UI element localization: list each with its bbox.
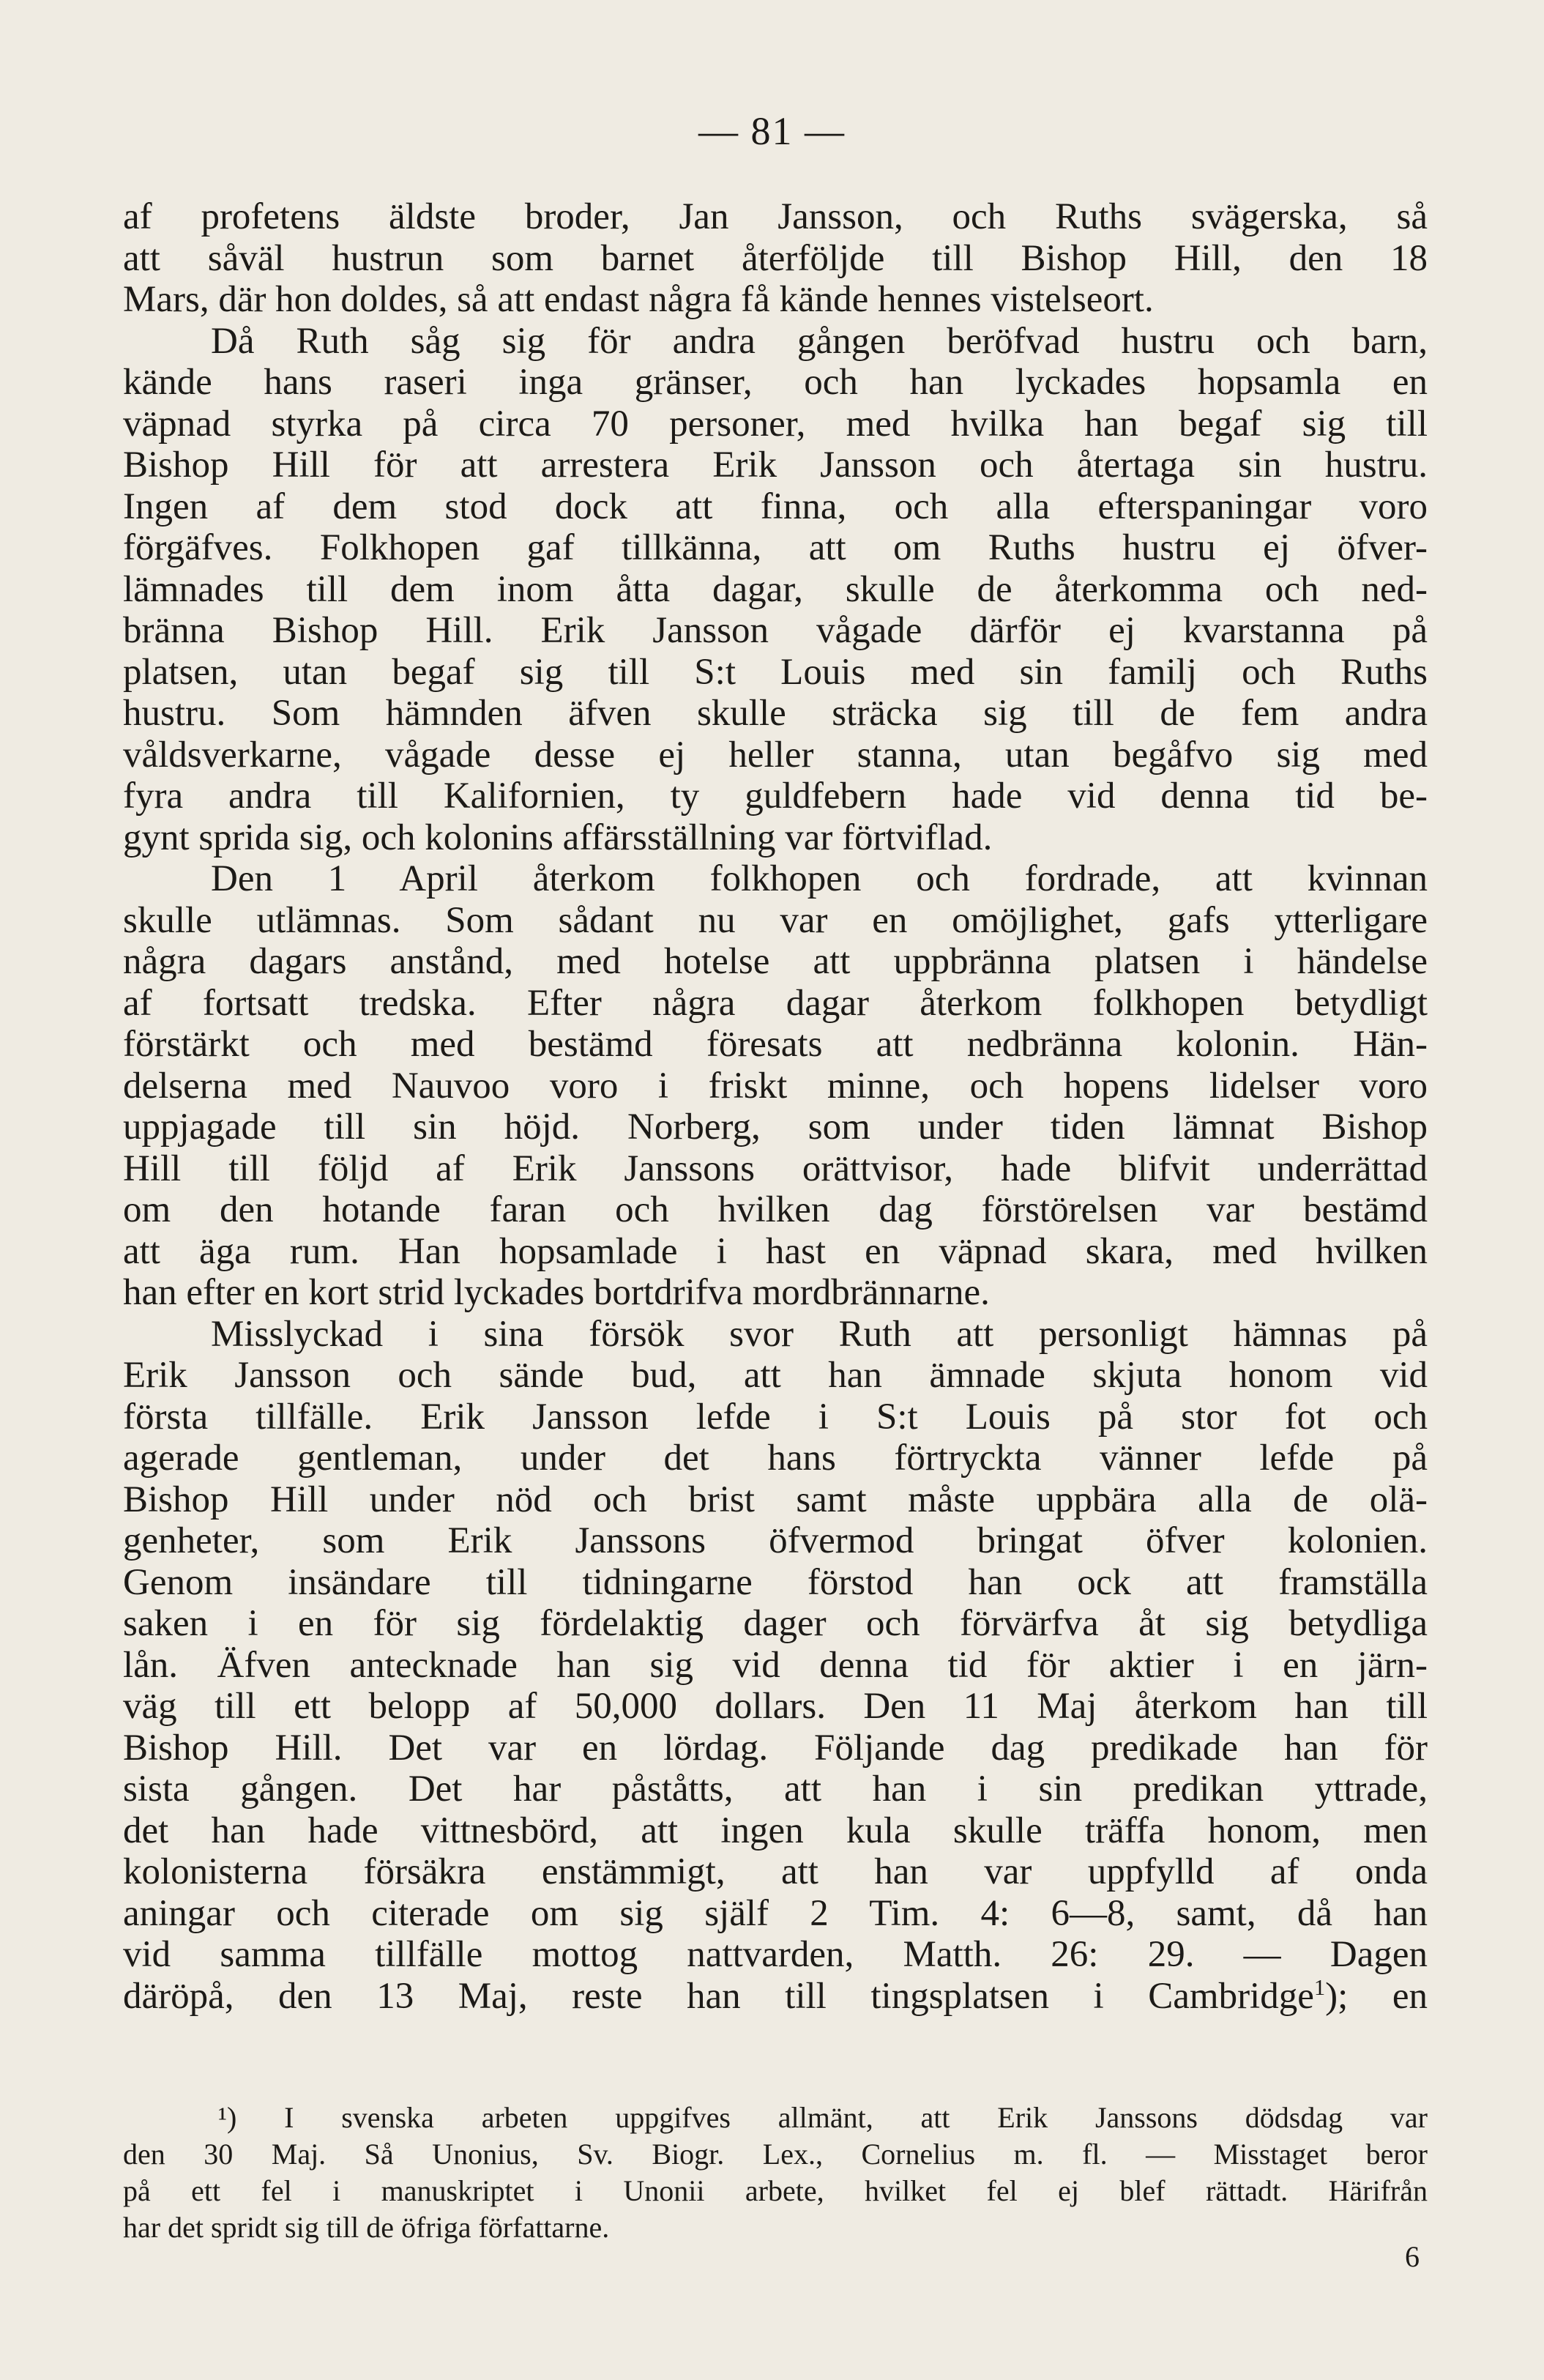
- body-line: några dagars anstånd, med hotelse att uppbränna platsen i händelse: [123, 941, 1428, 982]
- body-line: af fortsatt tredska. Efter några dagar återkom folkhopen betydligt: [123, 982, 1428, 1024]
- body-line: hustru. Som hämnden äfven skulle sträcka sig till de fem andra: [123, 693, 1428, 734]
- body-line: Genom insändare till tidningarne förstod han ock att framställa: [123, 1561, 1428, 1603]
- body-line: bränna Bishop Hill. Erik Jansson vågade därför ej kvarstanna på: [123, 610, 1428, 651]
- body-line: uppjagade till sin höjd. Norberg, som under tiden lämnat Bishop: [123, 1107, 1428, 1148]
- footnote-line: ¹) I svenska arbeten uppgifves allmänt, att Erik Janssons dödsdag var: [218, 2101, 1428, 2134]
- body-line: Hill till följd af Erik Janssons orättvisor, hade blifvit underrättad: [123, 1148, 1428, 1189]
- body-line: första tillfälle. Erik Jansson lefde i S:t Louis på stor fot och: [123, 1396, 1428, 1438]
- body-line: Mars, där hon doldes, så att endast några få kände hennes vistelseort.: [123, 279, 1154, 320]
- body-line: lån. Äfven antecknade han sig vid denna tid för aktier i en järn-: [123, 1644, 1428, 1686]
- body-line: att äga rum. Han hopsamlade i hast en väpnad skara, med hvilken: [123, 1230, 1428, 1272]
- body-line: Bishop Hill under nöd och brist samt måste uppbära alla de olä-: [123, 1479, 1428, 1520]
- body-line: om den hotande faran och hvilken dag förstörelsen var bestämd: [123, 1189, 1428, 1230]
- body-line: han efter en kort strid lyckades bortdrifva mordbrännarne.: [123, 1272, 990, 1313]
- body-line: väg till ett belopp af 50,000 dollars. Den 11 Maj återkom han till: [123, 1686, 1428, 1727]
- body-line: Bishop Hill för att arrestera Erik Jansson och återtaga sin hustru.: [123, 445, 1428, 486]
- footnote-line: den 30 Maj. Så Unonius, Sv. Biogr. Lex., Cornelius m. fl. — Misstaget beror: [123, 2138, 1428, 2171]
- body-line-final: [123, 1976, 1428, 2018]
- body-line: genheter, som Erik Janssons öfvermod bringat öfver kolonien.: [123, 1520, 1428, 1561]
- body-line: kände hans raseri inga gränser, och han lyckades hopsamla en: [123, 362, 1428, 403]
- body-line: våldsverkarne, vågade desse ej heller stanna, utan begåfvo sig med: [123, 734, 1428, 776]
- body-line: det han hade vittnesbörd, att ingen kula skulle träffa honom, men: [123, 1810, 1428, 1851]
- body-line: agerade gentleman, under det hans förtryckta vänner lefde på: [123, 1438, 1428, 1479]
- body-line: Ingen af dem stod dock att finna, och alla efterspaningar voro: [123, 486, 1428, 527]
- body-line: förgäfves. Folkhopen gaf tillkänna, att om Ruths hustru ej öfver-: [123, 527, 1428, 568]
- body-line: skulle utlämnas. Som sådant nu var en omöjlighet, gafs ytterligare: [123, 899, 1428, 941]
- body-line: Den 1 April återkom folkhopen och fordrade, att kvinnan: [211, 858, 1428, 899]
- signature-mark: 6: [1405, 2240, 1420, 2273]
- body-line: vid samma tillfälle mottog nattvarden, Matth. 26: 29. — Dagen: [123, 1934, 1428, 1975]
- body-line: Misslyckad i sina försök svor Ruth att personligt hämnas på: [211, 1313, 1428, 1355]
- footnotes: [123, 2100, 1428, 2246]
- body-line: aningar och citerade om sig själf 2 Tim. 4: 6—8, samt, då han: [123, 1892, 1428, 1934]
- body-line: lämnades till dem inom åtta dagar, skulle de återkomma och ned-: [123, 568, 1428, 610]
- body-line: fyra andra till Kalifornien, ty guldfebern hade vid denna tid be-: [123, 776, 1428, 817]
- body-line: Då Ruth såg sig för andra gången beröfvad hustru och barn,: [211, 320, 1428, 362]
- body-line-final-tail: ); en: [1325, 1975, 1428, 2017]
- body-line: saken i en för sig fördelaktig dager och förvärfva åt sig betydliga: [123, 1603, 1428, 1644]
- body-text: [123, 196, 1428, 2017]
- body-line: gynt sprida sig, och kolonins affärsställning var förtviflad.: [123, 817, 993, 858]
- footnote-line: på ett fel i manuskriptet i Unonii arbete, hvilket fel ej blef rättadt. Härifrån: [123, 2174, 1428, 2207]
- body-line: förstärkt och med bestämd föresats att nedbränna kolonin. Hän-: [123, 1024, 1428, 1065]
- body-line: delserna med Nauvoo voro i friskt minne, och hopens lidelser voro: [123, 1065, 1428, 1107]
- footnote-marker: 1: [1313, 1974, 1326, 2000]
- body-line: väpnad styrka på circa 70 personer, med hvilka han begaf sig till: [123, 403, 1428, 445]
- body-line: Bishop Hill. Det var en lördag. Följande dag predikade han för: [123, 1727, 1428, 1769]
- body-line-final-text: däröpå, den 13 Maj, reste han till tingsplatsen i Cambridge: [123, 1975, 1314, 2017]
- body-line: kolonisterna försäkra enstämmigt, att han var uppfylld af onda: [123, 1851, 1428, 1892]
- page-number: — 81 —: [698, 109, 846, 153]
- footnote-line: har det spridt sig till de öfriga författarne.: [123, 2211, 610, 2244]
- body-line: sista gången. Det har påståtts, att han i sin predikan yttrade,: [123, 1769, 1428, 1810]
- body-line: att såväl hustrun som barnet återföljde till Bishop Hill, den 18: [123, 237, 1428, 279]
- body-line: Erik Jansson och sände bud, att han ämnade skjuta honom vid: [123, 1355, 1428, 1396]
- body-line: af profetens äldste broder, Jan Jansson, och Ruths svägerska, så: [123, 196, 1428, 237]
- body-line: platsen, utan begaf sig till S:t Louis med sin familj och Ruths: [123, 651, 1428, 693]
